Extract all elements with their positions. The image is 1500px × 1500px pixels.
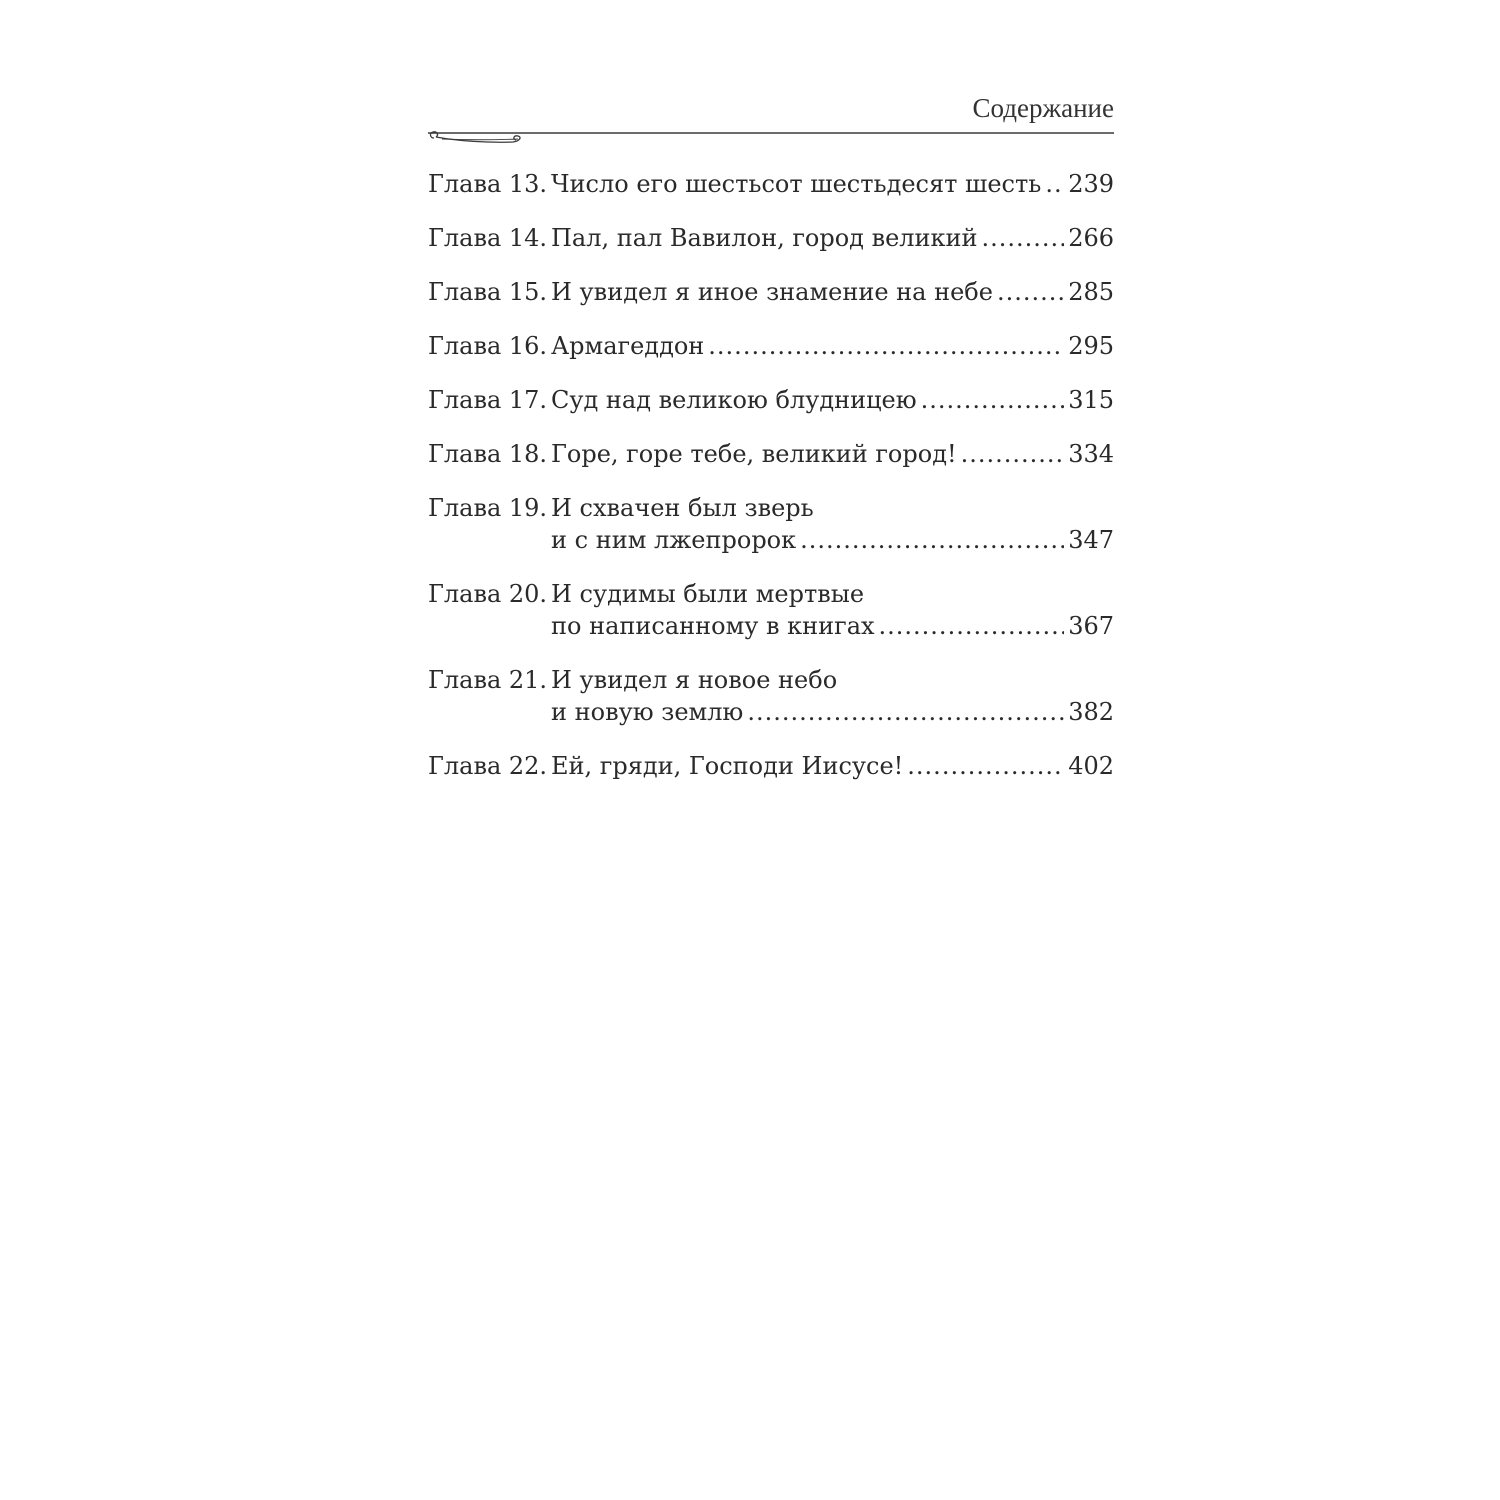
flourish-rule-ornament: [428, 128, 1114, 150]
book-page: [428, 90, 1114, 804]
toc-entry[interactable]: [428, 384, 1114, 416]
chapter-title-text: Армагеддон: [551, 332, 705, 360]
chapter-title-text: и с ним лжепророк: [551, 526, 797, 554]
chapter-title-block: [551, 330, 1114, 362]
toc-entry[interactable]: [428, 578, 1114, 642]
toc-entry[interactable]: [428, 750, 1114, 782]
toc-entry[interactable]: [428, 438, 1114, 470]
toc-entry[interactable]: [428, 492, 1114, 556]
toc-entry[interactable]: [428, 330, 1114, 362]
chapter-title-text: Число его шестьсот шестьдесят шесть: [551, 170, 1042, 198]
dot-leader: [747, 696, 1064, 728]
chapter-title-block: [551, 276, 1114, 308]
dot-leader: [800, 524, 1064, 556]
chapter-title-final-line: [551, 330, 1114, 362]
dot-leader: [708, 330, 1064, 362]
page-number: 239: [1068, 170, 1114, 198]
chapter-title-block: [551, 492, 1114, 556]
chapter-title-text: и новую землю: [551, 698, 744, 726]
page-number: 295: [1068, 332, 1114, 360]
chapter-title-block: [551, 384, 1114, 416]
chapter-title-final-line: [551, 696, 1114, 728]
page-number: 367: [1068, 612, 1114, 640]
chapter-title-block: [551, 438, 1114, 470]
toc-entry[interactable]: [428, 276, 1114, 308]
chapter-title-line: И судимы были мертвые: [551, 580, 865, 608]
chapter-number: Глава 17.: [428, 386, 548, 414]
chapter-title-text: Пал, пал Вавилон, город великий: [551, 224, 978, 252]
toc-entry[interactable]: [428, 664, 1114, 728]
dot-leader: [1045, 168, 1064, 200]
chapter-number: Глава 21.: [428, 666, 548, 694]
chapter-number: Глава 16.: [428, 332, 548, 360]
chapter-title-block: [551, 750, 1114, 782]
chapter-title-text: Суд над великою блудницею: [551, 386, 917, 414]
page-number: 347: [1068, 526, 1114, 554]
page-number: 315: [1068, 386, 1114, 414]
chapter-title-final-line: [551, 168, 1114, 200]
dot-leader: [961, 438, 1065, 470]
chapter-title-final-line: [551, 222, 1114, 254]
chapter-title-block: [551, 664, 1114, 728]
chapter-title-text: Горе, горе тебе, великий город!: [551, 440, 957, 468]
chapter-title-final-line: [551, 750, 1114, 782]
chapter-title-line: И схвачен был зверь: [551, 494, 814, 522]
chapter-title-block: [551, 578, 1114, 642]
chapter-number: Глава 22.: [428, 752, 548, 780]
dot-leader: [879, 610, 1065, 642]
toc-entry[interactable]: [428, 222, 1114, 254]
chapter-title-final-line: [551, 610, 1114, 642]
chapter-title-final-line: [551, 524, 1114, 556]
running-head-title: Содержание: [972, 93, 1114, 123]
chapter-title-final-line: [551, 384, 1114, 416]
table-of-contents: [428, 168, 1114, 782]
page-number: 285: [1068, 278, 1114, 306]
chapter-title-text: Ей, гряди, Господи Иисусе!: [551, 752, 904, 780]
dot-leader: [921, 384, 1065, 416]
dot-leader: [997, 276, 1064, 308]
chapter-title-line: И увидел я новое небо: [551, 666, 838, 694]
chapter-number: Глава 18.: [428, 440, 548, 468]
chapter-number: Глава 13.: [428, 170, 548, 198]
page-number: 334: [1068, 440, 1114, 468]
chapter-title-text: по написанному в книгах: [551, 612, 875, 640]
chapter-number: Глава 14.: [428, 224, 548, 252]
chapter-title-text: И увидел я иное знамение на небе: [551, 278, 993, 306]
toc-entry[interactable]: [428, 168, 1114, 200]
chapter-title-block: [551, 168, 1114, 200]
chapter-number: Глава 20.: [428, 580, 548, 608]
page-number: 266: [1068, 224, 1114, 252]
page-number: 382: [1068, 698, 1114, 726]
dot-leader: [907, 750, 1064, 782]
chapter-title-final-line: [551, 276, 1114, 308]
chapter-number: Глава 19.: [428, 494, 548, 522]
chapter-title-final-line: [551, 438, 1114, 470]
chapter-title-block: [551, 222, 1114, 254]
chapter-number: Глава 15.: [428, 278, 548, 306]
dot-leader: [982, 222, 1065, 254]
page-number: 402: [1068, 752, 1114, 780]
